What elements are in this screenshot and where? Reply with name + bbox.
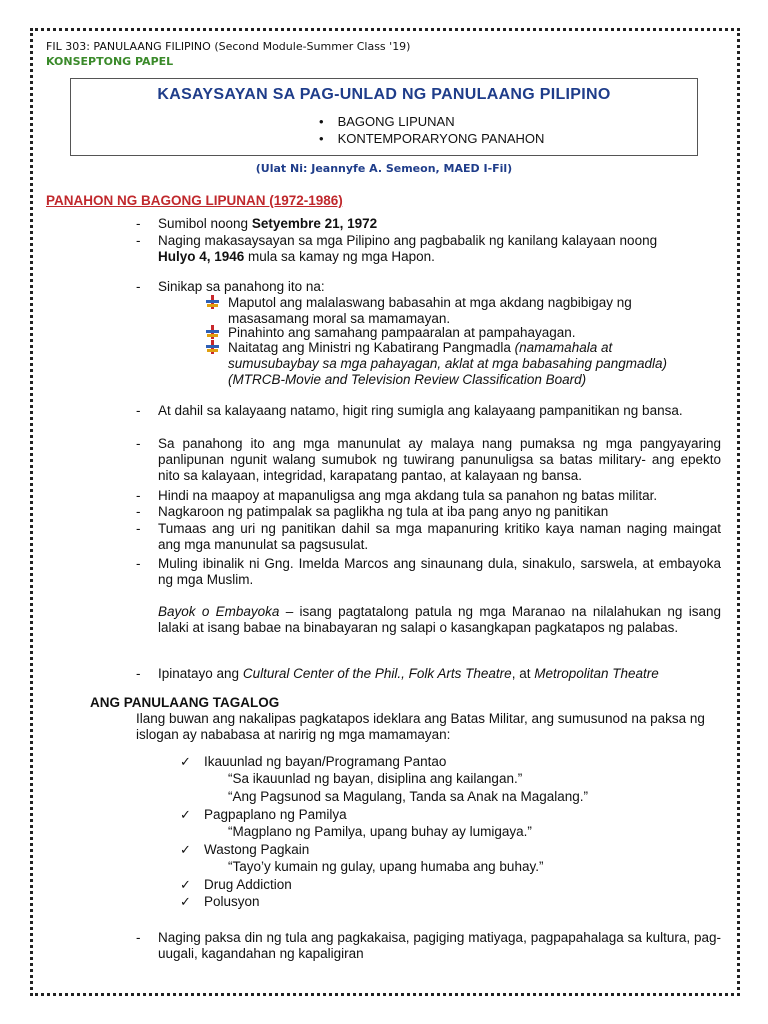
dash-bullet: - [136, 504, 141, 519]
item-text: Sumibol noong [158, 216, 252, 231]
topic-item: • KONTEMPORARYONG PANAHON [319, 131, 697, 146]
dash-bullet: - [136, 556, 141, 571]
definition-paragraph [158, 604, 721, 636]
dash-bullet: - [136, 930, 141, 945]
check-icon: ✓ [180, 877, 191, 892]
title-box [70, 78, 698, 156]
dash-bullet: - [136, 666, 141, 681]
item-text: Naging makasaysayan sa mga Pilipino ang pagbabalik ng kanilang kalayaan noong [158, 233, 658, 248]
slogan-topic: Drug Addiction [204, 877, 292, 892]
sub-item-text: Maputol ang malalaswang babasahin at mga akdang nagbibigay ng [228, 295, 632, 310]
sub-item-text: masasamang moral sa mamamayan. [228, 311, 451, 326]
slogan-quote: “Magplano ng Pamilya, upang buhay ay lumigaya.” [228, 824, 532, 839]
list-item: At dahil sa kalayaang natamo, higit ring sumigla ang kalayaang pampanitikan ng bansa. [158, 403, 683, 418]
sub-item-italic: (MTRCB-Movie and Television Review Classification Board) [228, 372, 587, 387]
item-text: , at [511, 666, 535, 681]
list-item: Sa panahong ito ang mga manunulat ay malaya nang pumaksa ng mga pangyayaring panlipunan ngunit walang sumubok ng tuwirang panunuligsa sa batas military- ang epekto nito sa kalayaan, integridad, karapatang pantao, at kalayaan ng bansa. [158, 436, 721, 483]
dash-bullet: - [136, 521, 141, 536]
list-item: Tumaas ang uri ng panitikan dahil sa mga mapanuring kritiko kaya naman naging maingat ang mga manunulat sa pagsusulat. [158, 521, 721, 552]
item-italic: Cultural Center of the Phil., Folk Arts Theatre [242, 666, 512, 681]
dash-bullet: - [136, 403, 141, 418]
definition-term: Bayok o Embayoka [158, 604, 280, 619]
cross-bullet-icon [205, 325, 221, 339]
sub-item [228, 295, 721, 327]
slogan-quote: “Ang Pagsunod sa Magulang, Tanda sa Anak na Magalang.” [228, 789, 589, 804]
cross-bullet-icon [205, 340, 221, 354]
slogan-topic: Wastong Pagkain [204, 842, 310, 857]
reporter-credit: (Ulat Ni: Jeannyfe A. Semeon, MAED I-Fil) [255, 162, 513, 175]
dash-bullet: - [136, 233, 141, 248]
check-icon: ✓ [180, 894, 191, 909]
topic-list [319, 114, 697, 146]
dash-bullet: - [136, 488, 141, 503]
sub-item [228, 340, 721, 388]
page-title: KASAYSAYAN SA PAG-UNLAD NG PANULAANG PILIPINO [157, 86, 611, 103]
slogan-topic: Pagpaplano ng Pamilya [204, 807, 347, 822]
item-text: Ipinatayo ang [158, 666, 243, 681]
dash-bullet: - [136, 436, 141, 451]
course-header: FIL 303: PANULAANG FILIPINO (Second Module-Summer Class '19) [46, 40, 411, 53]
doc-type: KONSEPTONG PAPEL [46, 55, 174, 68]
item-text: mula sa kamay ng mga Hapon. [244, 249, 435, 264]
subsection-heading: ANG PANULAANG TAGALOG [90, 695, 280, 710]
sub-item: Pinahinto ang samahang pampaaralan at pampahayagan. [228, 325, 576, 340]
sub-item-text: Naitatag ang Ministri ng Kabatirang Pangmadla [228, 340, 515, 355]
check-icon: ✓ [180, 807, 191, 822]
slogan-quote: “Sa ikauunlad ng bayan, disiplina ang kailangan.” [228, 771, 523, 786]
item-italic: Metropolitan Theatre [534, 666, 659, 681]
list-item: Hindi na maapoy at mapanuligsa ang mga akdang tula sa panahon ng batas militar. [158, 488, 658, 503]
list-item: Sinikap sa panahong ito na: [158, 279, 325, 294]
definition-text: – isang pagtatalong patula ng mga Maranao na nilalahukan ng isang lalaki at isang babae na binabayaran ng salapi o kasangkapan pagkatapos ng palabas. [158, 604, 722, 635]
list-item [158, 666, 721, 682]
item-bold: Hulyo 4, 1946 [158, 249, 245, 264]
list-item [158, 216, 721, 232]
check-icon: ✓ [180, 842, 191, 857]
check-icon: ✓ [180, 754, 191, 769]
list-item: Naging paksa din ng tula ang pagkakaisa, pagiging matiyaga, pagpapahalaga sa kultura, pag-uugali, kagandahan ng kapaligiran [158, 930, 721, 961]
section-title: PANAHON NG BAGONG LIPUNAN (1972-1986) [46, 193, 343, 208]
list-item: Muling ibinalik ni Gng. Imelda Marcos ang sinaunang dula, sinakulo, sarswela, at embayoka ng mga Muslim. [158, 556, 721, 587]
sub-item-italic: sumusubaybay sa mga pahayagan, aklat at mga babasahing pangmadla) [228, 356, 668, 371]
list-item: Nagkaroon ng patimpalak sa paglikha ng tula at iba pang anyo ng panitikan [158, 504, 609, 519]
slogan-topic: Polusyon [204, 894, 260, 909]
sub-item-italic: (namamahala at [514, 340, 613, 355]
slogan-topic: Ikauunlad ng bayan/Programang Pantao [204, 754, 447, 769]
dash-bullet: - [136, 216, 141, 231]
cross-bullet-icon [205, 295, 221, 309]
item-bold: Setyembre 21, 1972 [251, 216, 378, 231]
slogan-quote: “Tayo’y kumain ng gulay, upang humaba ang buhay.” [228, 859, 544, 874]
list-item [158, 233, 721, 265]
topic-item: • BAGONG LIPUNAN [319, 114, 697, 129]
subsection-intro: Ilang buwan ang nakalipas pagkatapos ideklara ang Batas Militar, ang sumusunod na paksa ng islogan ay nababasa at naririg ng mga mamamayan: [136, 711, 705, 742]
dash-bullet: - [136, 279, 141, 294]
